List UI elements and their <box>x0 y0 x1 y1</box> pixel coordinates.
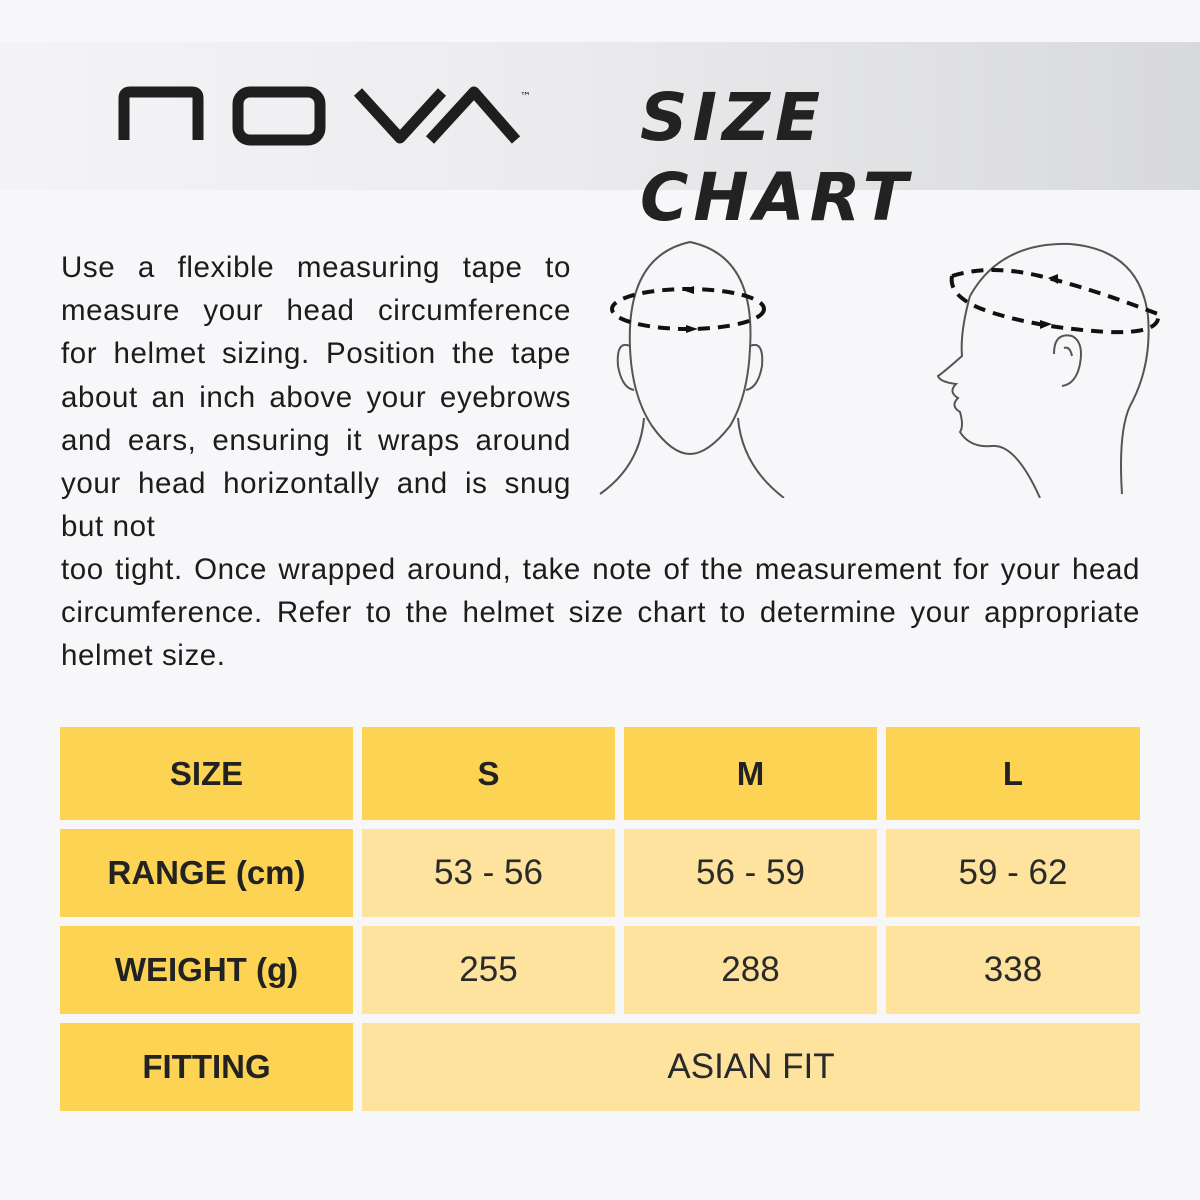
size-row-label: SIZE <box>60 727 353 820</box>
fitting-value: ASIAN FIT <box>362 1023 1140 1111</box>
weight-row-label: WEIGHT (g) <box>60 926 353 1014</box>
size-s-header: S <box>362 727 615 820</box>
page-title: SIZE CHART <box>640 79 913 236</box>
head-front-measuring-icon <box>598 236 790 498</box>
range-row-label: RANGE (cm) <box>60 829 353 917</box>
weight-m-value: 288 <box>624 926 877 1014</box>
fitting-row-label: FITTING <box>60 1023 353 1111</box>
head-side-measuring-icon <box>930 236 1165 498</box>
weight-l-value: 338 <box>886 926 1140 1014</box>
weight-s-value: 255 <box>362 926 615 1014</box>
range-l-value: 59 - 62 <box>886 829 1140 917</box>
range-s-value: 53 - 56 <box>362 829 615 917</box>
size-m-header: M <box>624 727 877 820</box>
instructions-paragraph-1: Use a flexible measuring tape to measure your head circumference for helmet sizing. Position the tape about an inch above your eyebrows and ears, ensuring it wraps around your head horizontally and is snug but not <box>61 251 571 544</box>
range-m-value: 56 - 59 <box>624 829 877 917</box>
nova-logo <box>118 70 538 150</box>
size-l-header: L <box>886 727 1140 820</box>
trademark-mark: ™ <box>520 90 531 103</box>
instructions-paragraph-2: too tight. Once wrapped around, take note of the measurement for your head circumference. Refer to the helmet size chart to determine your appropriate helmet size. <box>61 553 1140 673</box>
